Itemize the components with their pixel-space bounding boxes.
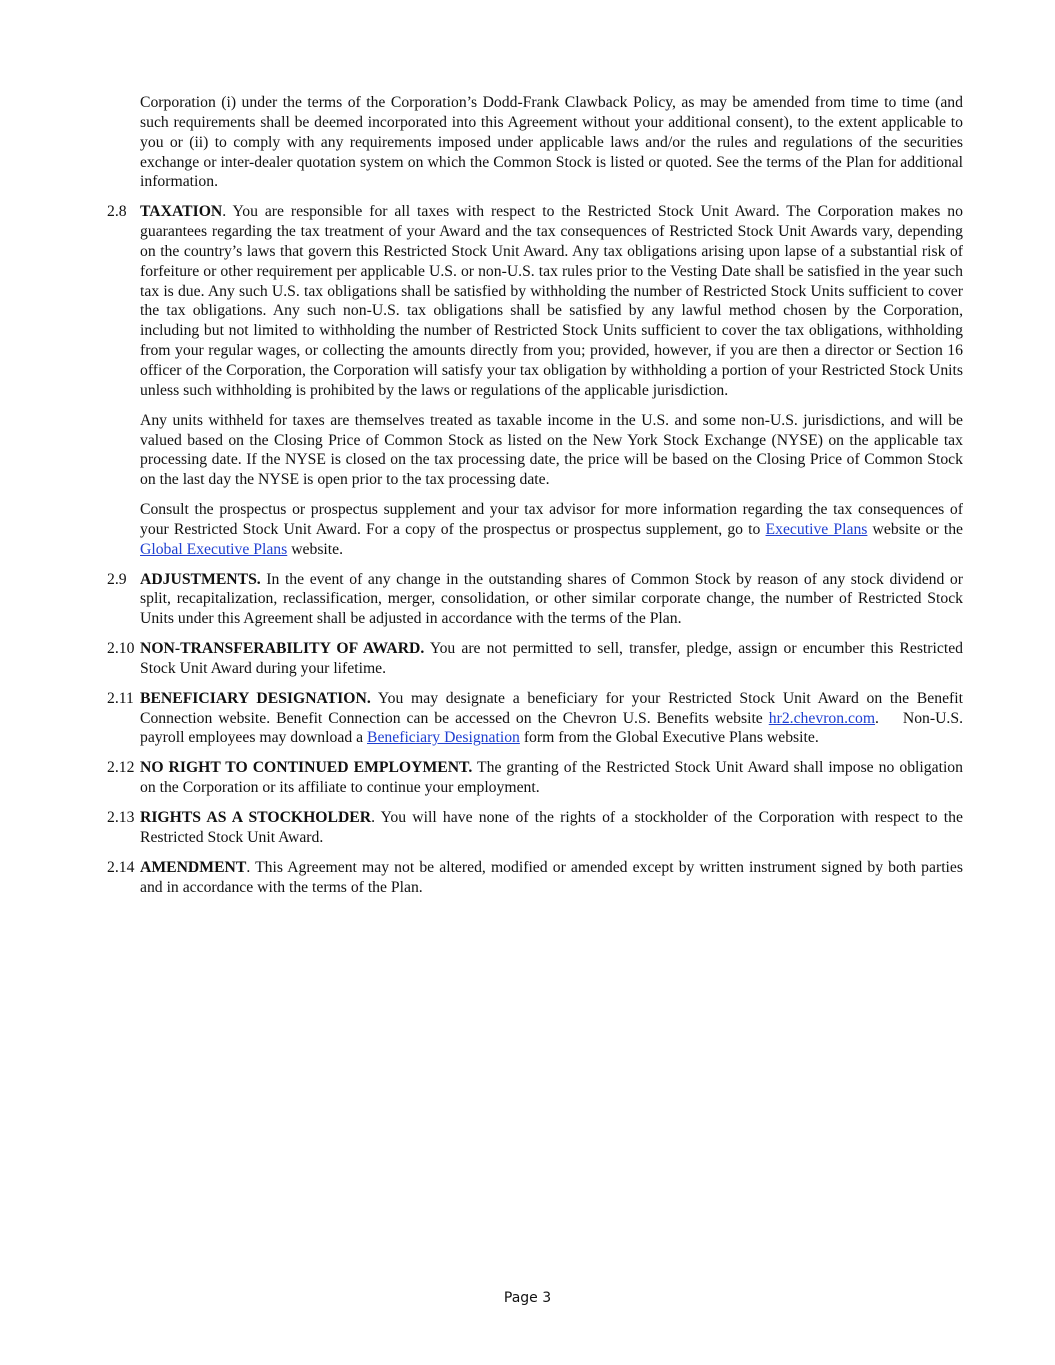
section-2-14-amendment [107, 858, 963, 898]
section-2-9-adjustments [107, 570, 963, 630]
section-number: 2.8 [107, 203, 127, 221]
beneficiary-designation-link[interactable]: Beneficiary Designation [366, 729, 520, 747]
hr2-chevron-link[interactable]: hr2.chevron.com [768, 709, 876, 727]
stockholder-paragraph [140, 808, 963, 848]
section-text: . You are responsible for all taxes with respect to the Restricted Stock Unit Award. The Corporation makes no guarantees regarding the tax treatment of your Award and the tax consequences of Restricted Stock Unit Awards vary, depending on the country’s laws that govern this Restricted Stock Unit Award. Any tax obligations arising upon lapse of a substantial risk of forfeiture or other requirement per applicable U.S. or non-U.S. tax rules prior to the Vesting Date shall be satisfied in the year such tax is due. Any such U.S. tax obligations shall be satisfied by withholding the number of Restricted Stock Units sufficient to cover the tax obligations. Any such non-U.S. tax obligations shall be satisfied by any lawful method chosen by the Corporation, including but not limited to withholding the number of Restricted Stock Units sufficient to cover the tax obligations, withholding from your regular wages, or collecting the amounts directly from you; provided, however, if you are then a director or Section 16 officer of the Corporation, the Corporation will satisfy your tax obligation by withholding a portion of your Restricted Stock Units unless such withholding is prohibited by the laws or regulations of the applicable jurisdiction. [140, 203, 963, 399]
section-heading: NON-TRANSFERABILITY OF AWARD. [140, 640, 425, 658]
section-2-10-non-transferability [107, 639, 963, 679]
adjustments-paragraph [140, 570, 963, 630]
beneficiary-paragraph [140, 689, 967, 749]
section-heading: RIGHTS AS A STOCKHOLDER [140, 809, 372, 826]
amendment-paragraph [140, 858, 963, 898]
section-text: Consult the prospectus or prospectus supplement and your tax advisor for more information regarding the tax consequences of your Restricted Stock Unit Award. For a copy of the prospectus or prospectus supplement, go to [140, 501, 963, 538]
section-text: website. [287, 540, 344, 558]
section-number: 2.14 [107, 858, 135, 876]
page-number: Page 3 [503, 1290, 552, 1306]
section-number: 2.12 [107, 759, 135, 777]
employment-paragraph [140, 758, 963, 798]
section-2-11-beneficiary-designation [107, 689, 967, 749]
document-body [107, 93, 967, 907]
section-text: . This Agreement may not be altered, modified or amended except by written instrument signed by both parties and in accordance with the terms of the Plan. [140, 858, 963, 896]
section-number: 2.9 [107, 570, 127, 588]
non-transferability-paragraph [140, 639, 963, 679]
section-text: You are not permitted to sell, transfer, pledge, assign or encumber this Restricted Stock Unit Award during your lifetime. [140, 640, 963, 677]
executive-plans-link[interactable]: Executive Plans [765, 520, 868, 538]
section-number: 2.13 [107, 809, 135, 826]
section-text: form from the Global Executive Plans website. [519, 729, 819, 747]
section-text: You may designate a beneficiary for your Restricted Stock Unit Award on the Benefit Connection website. Benefit Connection can be accessed on the Chevron U.S. Benefits website [140, 689, 963, 727]
section-number: 2.10 [107, 640, 135, 658]
section-heading: ADJUSTMENTS. [140, 570, 261, 588]
global-executive-plans-link[interactable]: Global Executive Plans [140, 540, 288, 558]
intro-paragraph: Corporation (i) under the terms of the Corporation’s Dodd-Frank Clawback Policy, as may be amended from time to time (and such requirements shall be deemed incorporated into this Agreement without your additional consent), to the extent applicable to you or (ii) to comply with any requirements imposed under applicable laws and/or the rules and regulations of the securities exchange or inter-dealer quotation system on which the Common Stock is listed or quoted. See the terms of the Plan for additional information. [140, 94, 963, 191]
taxation-paragraph-3 [140, 500, 963, 560]
section-text: . Non-U.S. payroll employees may download a [140, 709, 967, 747]
taxation-paragraph-1 [140, 202, 963, 400]
section-2-13-rights-as-stockholder [107, 808, 963, 848]
section-heading: AMENDMENT [140, 858, 247, 876]
section-heading: BENEFICIARY DESIGNATION. [140, 689, 371, 707]
section-heading: NO RIGHT TO CONTINUED EMPLOYMENT. [140, 759, 473, 777]
section-text: . You will have none of the rights of a stockholder of the Corporation with respect to the Restricted Stock Unit Award. [140, 809, 963, 846]
section-text: The granting of the Restricted Stock Unit Award shall impose no obligation on the Corporation or its affiliate to continue your employment. [140, 759, 963, 797]
taxation-paragraph-2: Any units withheld for taxes are themselves treated as taxable income in the U.S. and some non-U.S. jurisdictions, and will be valued based on the Closing Price of Common Stock as listed on the New York Stock Exchange (NYSE) on the applicable tax processing date. If the NYSE is closed on the tax processing date, the price will be based on the Closing Price of Common Stock on the last day the NYSE is open prior to the tax processing date. [140, 411, 963, 489]
section-2-12-no-right-to-employment [107, 758, 963, 798]
section-number: 2.11 [107, 689, 134, 707]
section-text: website or the [867, 520, 964, 538]
section-text: In the event of any change in the outstanding shares of Common Stock by reason of any stock dividend or split, recapitalization, reclassification, merger, consolidation, or other similar corporate change, the number of Restricted Stock Units under this Agreement shall be adjusted in accordance with the terms of the Plan. [140, 570, 963, 628]
section-heading: TAXATION [140, 203, 223, 221]
section-2-8-taxation [107, 202, 963, 559]
